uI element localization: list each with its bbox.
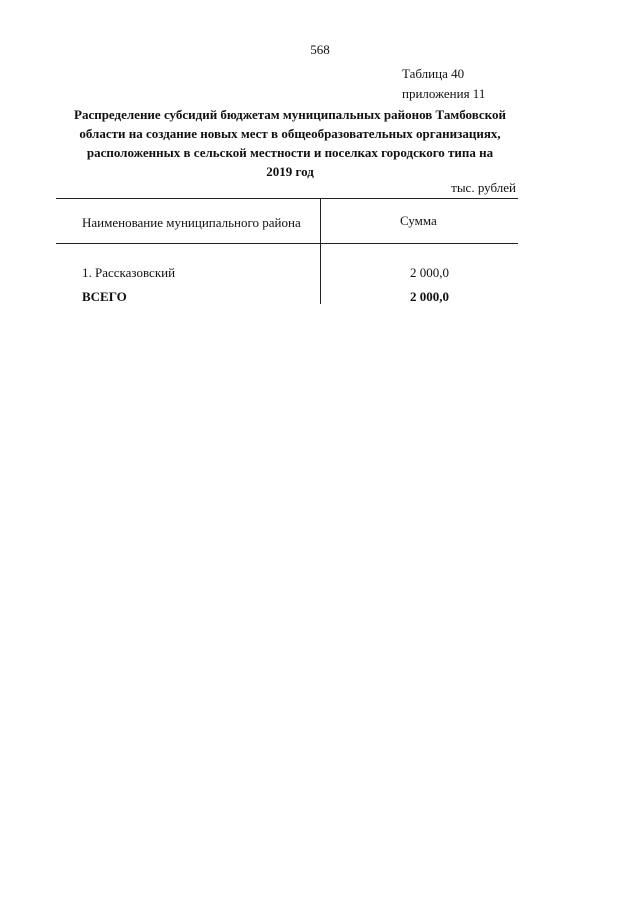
- appendix-number: приложения 11: [402, 86, 486, 101]
- title-line: расположенных в сельской местности и поселках городского типа на: [86, 145, 494, 160]
- column-header-sum: Сумма: [400, 213, 437, 228]
- title-line: 2019 год: [266, 164, 314, 179]
- row-district-name: 1. Рассказовский: [82, 265, 176, 280]
- title-line: области на создание новых мест в общеобразовательных организациях,: [79, 126, 501, 141]
- document-title: [55, 105, 525, 181]
- table-header-rule: [56, 243, 518, 244]
- table-column-divider: [320, 198, 321, 304]
- row-sum-value: 2 000,0: [410, 265, 449, 280]
- total-label: ВСЕГО: [82, 289, 127, 304]
- table-caption: [402, 64, 485, 104]
- page-number: 568: [310, 42, 330, 57]
- table-top-rule: [56, 198, 518, 199]
- total-sum-value: 2 000,0: [410, 289, 449, 304]
- title-line: Распределение субсидий бюджетам муниципальных районов Тамбовской: [74, 107, 506, 122]
- column-header-name: Наименование муниципального района: [82, 215, 301, 230]
- units-label: тыс. рублей: [451, 180, 516, 195]
- table-number: Таблица 40: [402, 66, 465, 81]
